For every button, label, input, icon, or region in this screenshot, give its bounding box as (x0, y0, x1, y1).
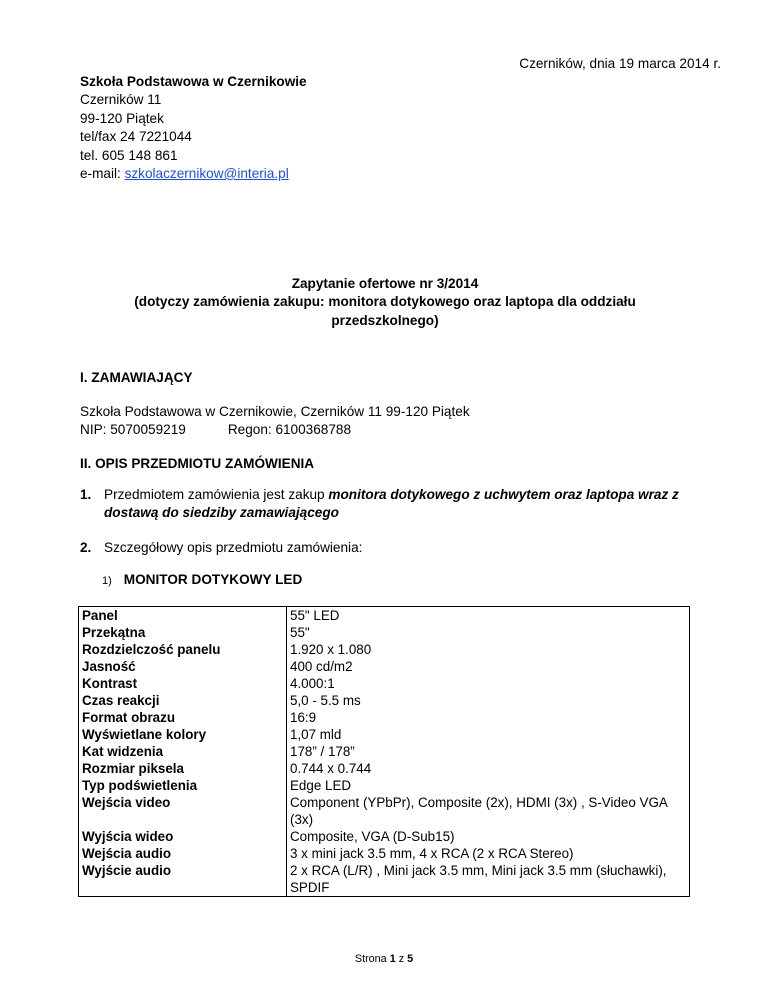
section-1-heading: I. ZAMAWIAJĄCY (80, 370, 193, 385)
document-title (80, 275, 690, 330)
spec-value: 2 x RCA (L/R) , Mini jack 3.5 mm, Mini jack 3.5 mm (słuchawki), SPDIF (290, 863, 667, 895)
spec-label: Czas reakcji (82, 693, 160, 708)
spec-value: 3 x mini jack 3.5 mm, 4 x RCA (2 x RCA Stereo) (290, 846, 574, 861)
spec-label: Format obrazu (82, 710, 175, 725)
sender-name: Szkoła Podstawowa w Czernikowie (80, 74, 307, 89)
list-item-1-emphasis: monitora dotykowego z uchwytem oraz laptopa wraz z dostawą do siedziby zamawiającego (104, 487, 679, 521)
spec-table (78, 606, 690, 897)
spec-label: Jasność (82, 659, 136, 674)
spec-label: Wejścia video (82, 795, 171, 810)
spec-label-spacer (82, 811, 286, 828)
spec-label: Typ podświetlenia (82, 778, 198, 793)
list-item-2 (80, 539, 700, 557)
spec-value: Component (YPbPr), Composite (2x), HDMI (3x) , S-Video VGA (3x) (290, 795, 668, 827)
spec-value: 1.920 x 1.080 (290, 642, 372, 657)
footer-page-number: 1 (389, 953, 396, 965)
spec-value: Composite, VGA (D-Sub15) (290, 829, 455, 844)
spec-label: Rozmiar piksela (82, 761, 184, 776)
sender-email-link[interactable]: szkolaczernikow@interia.pl (124, 165, 289, 181)
footer-z: z (398, 953, 405, 965)
title-line-1: Zapytanie ofertowe nr 3/2014 (291, 276, 479, 291)
footer-page-total: 5 (407, 953, 414, 965)
document-date: Czerników, dnia 19 marca 2014 r. (519, 56, 721, 71)
title-line-2: (dotyczy zamówienia zakupu: monitora dotykowego oraz laptopa dla oddziału (134, 294, 636, 310)
sender-tel: tel. 605 148 861 (80, 147, 178, 163)
sender-address-postal: 99-120 Piątek (80, 110, 164, 126)
spec-label: Wyjścia wideo (82, 829, 174, 844)
spec-value: Edge LED (290, 778, 352, 793)
sender-address-street: Czerników 11 (80, 92, 162, 108)
sub-item-title: MONITOR DOTYKOWY LED (123, 572, 303, 587)
spec-label: Wyświetlane kolory (82, 727, 207, 742)
spec-label: Wejścia audio (82, 846, 172, 861)
spec-label: Rozdzielczość panelu (82, 642, 221, 657)
list-item-2-number: 2. (80, 540, 92, 555)
spec-value: 4.000:1 (290, 676, 335, 691)
sub-item-1 (102, 571, 302, 591)
buyer-regon: Regon: 6100368788 (227, 422, 352, 438)
spec-label: Panel (82, 608, 118, 623)
spec-labels-cell (79, 607, 287, 897)
spec-value: 5,0 - 5.5 ms (290, 693, 361, 708)
spec-value: 55" LED (290, 608, 340, 623)
list-item-1-text: Przedmiotem zamówienia jest zakup (104, 487, 329, 502)
spec-label: Przekątna (82, 625, 146, 640)
sender-address-block (80, 73, 307, 183)
spec-value: 0.744 x 0.744 (290, 761, 372, 776)
title-line-3: przedszkolnego) (331, 312, 439, 328)
spec-value: 1,07 mld (290, 727, 342, 742)
sender-telfax: tel/fax 24 7221044 (80, 129, 192, 145)
buyer-details (80, 403, 470, 440)
sender-email-prefix: e-mail: (80, 165, 125, 181)
spec-value: 178” / 178” (290, 744, 355, 759)
section-2-heading: II. OPIS PRZEDMIOTU ZAMÓWIENIA (80, 456, 315, 471)
footer-strona: Strona (354, 953, 387, 965)
table-row (79, 607, 690, 897)
spec-value: 55" (290, 625, 310, 640)
list-item-1 (80, 486, 700, 523)
buyer-name-address: Szkoła Podstawowa w Czernikowie, Czerników 11 99-120 Piątek (80, 404, 470, 419)
list-item-1-number: 1. (80, 487, 92, 502)
spec-value: 16:9 (290, 710, 317, 725)
spec-label-spacer (82, 879, 286, 896)
spec-values-cell (287, 607, 690, 897)
spec-label: Wyjście audio (82, 863, 172, 878)
spec-value: 400 cd/m2 (290, 659, 353, 674)
sender-email-line (80, 165, 307, 183)
buyer-nip: NIP: 5070059219 (80, 422, 186, 438)
spec-label: Kat widzenia (82, 744, 164, 759)
list-item-2-text: Szczegółowy opis przedmiotu zamówienia: (104, 540, 363, 555)
page-footer (0, 951, 768, 969)
sub-item-number: 1) (102, 575, 112, 587)
buyer-ids (80, 421, 470, 439)
spec-label: Kontrast (82, 676, 138, 691)
